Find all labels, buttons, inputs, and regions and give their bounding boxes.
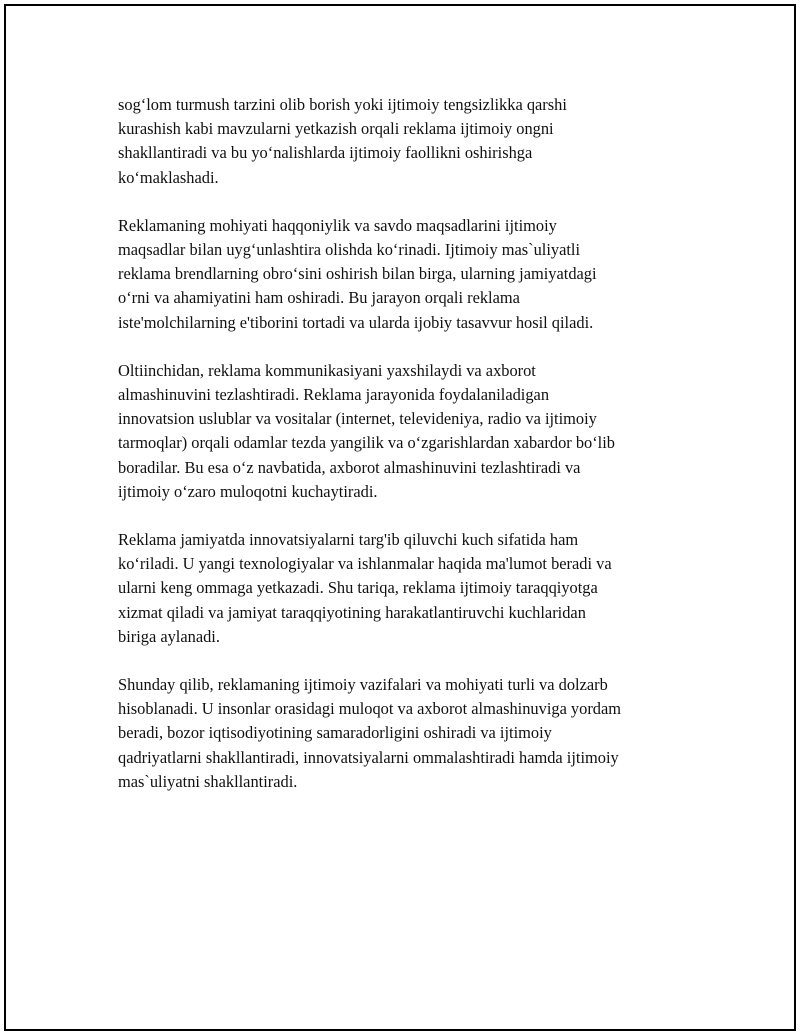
document-body: [118, 93, 698, 818]
paragraph-2: Reklamaning mohiyati haqqoniylik va savdo maqsadlarini ijtimoiy maqsadlar bilan uyg‘unlashtira olishda ko‘rinadi. Ijtimoiy mas`uliyatli reklama brendlarning obro‘sini oshirish bilan birga, ularning jamiyatdagi o‘rni va ahamiyatini ham oshiradi. Bu jarayon orqali reklama iste'molchilarning e'tiborini tortadi va ularda ijobiy tasavvur hosil qiladi.: [118, 215, 597, 332]
paragraph-1: sog‘lom turmush tarzini olib borish yoki ijtimoiy tengsizlikka qarshi kurashish kabi mavzularni yetkazish orqali reklama ijtimoiy ongni shakllantiradi va bu yo‘nalishlarda ijtimoiy faollikni oshirishga ko‘maklashadi.: [118, 95, 567, 187]
paragraph-4: Reklama jamiyatda innovatsiyalarni targ'ib qiluvchi kuch sifatida ham ko‘riladi. U yangi texnologiyalar va ishlanmalar haqida ma'lumot beradi va ularni keng ommaga yetkazadi. Shu tariqa, reklama ijtimoiy taraqqiyotga xizmat qiladi va jamiyat taraqqiyotining harakatlantiruvchi kuchlaridan biriga aylanadi.: [118, 530, 612, 646]
paragraph-3: Oltiinchidan, reklama kommunikasiyani yaxshilaydi va axborot almashinuvini tezlashtiradi. Reklama jarayonida foydalaniladigan innovatsion uslublar va vositalar (internet, televideniya, radio va ijtimoiy tarmoqlar) orqali odamlar tezda yangilik va o‘zgarishlardan xabardor bo‘lib boradilar. Bu esa o‘z navbatida, axborot almashinuvini tezlashtiradi va ijtimoiy o‘zaro muloqotni kuchaytiradi.: [118, 360, 615, 501]
paragraph-5: Shunday qilib, reklamaning ijtimoiy vazifalari va mohiyati turli va dolzarb hisoblanadi. U insonlar orasidagi muloqot va axborot almashinuviga yordam beradi, bozor iqtisodiyotining samaradorligini oshiradi va ijtimoiy qadriyatlarni shakllantiradi, innovatsiyalarni ommalashtiradi hamda ijtimoiy mas`uliyatni shakllantiradi.: [118, 675, 622, 791]
